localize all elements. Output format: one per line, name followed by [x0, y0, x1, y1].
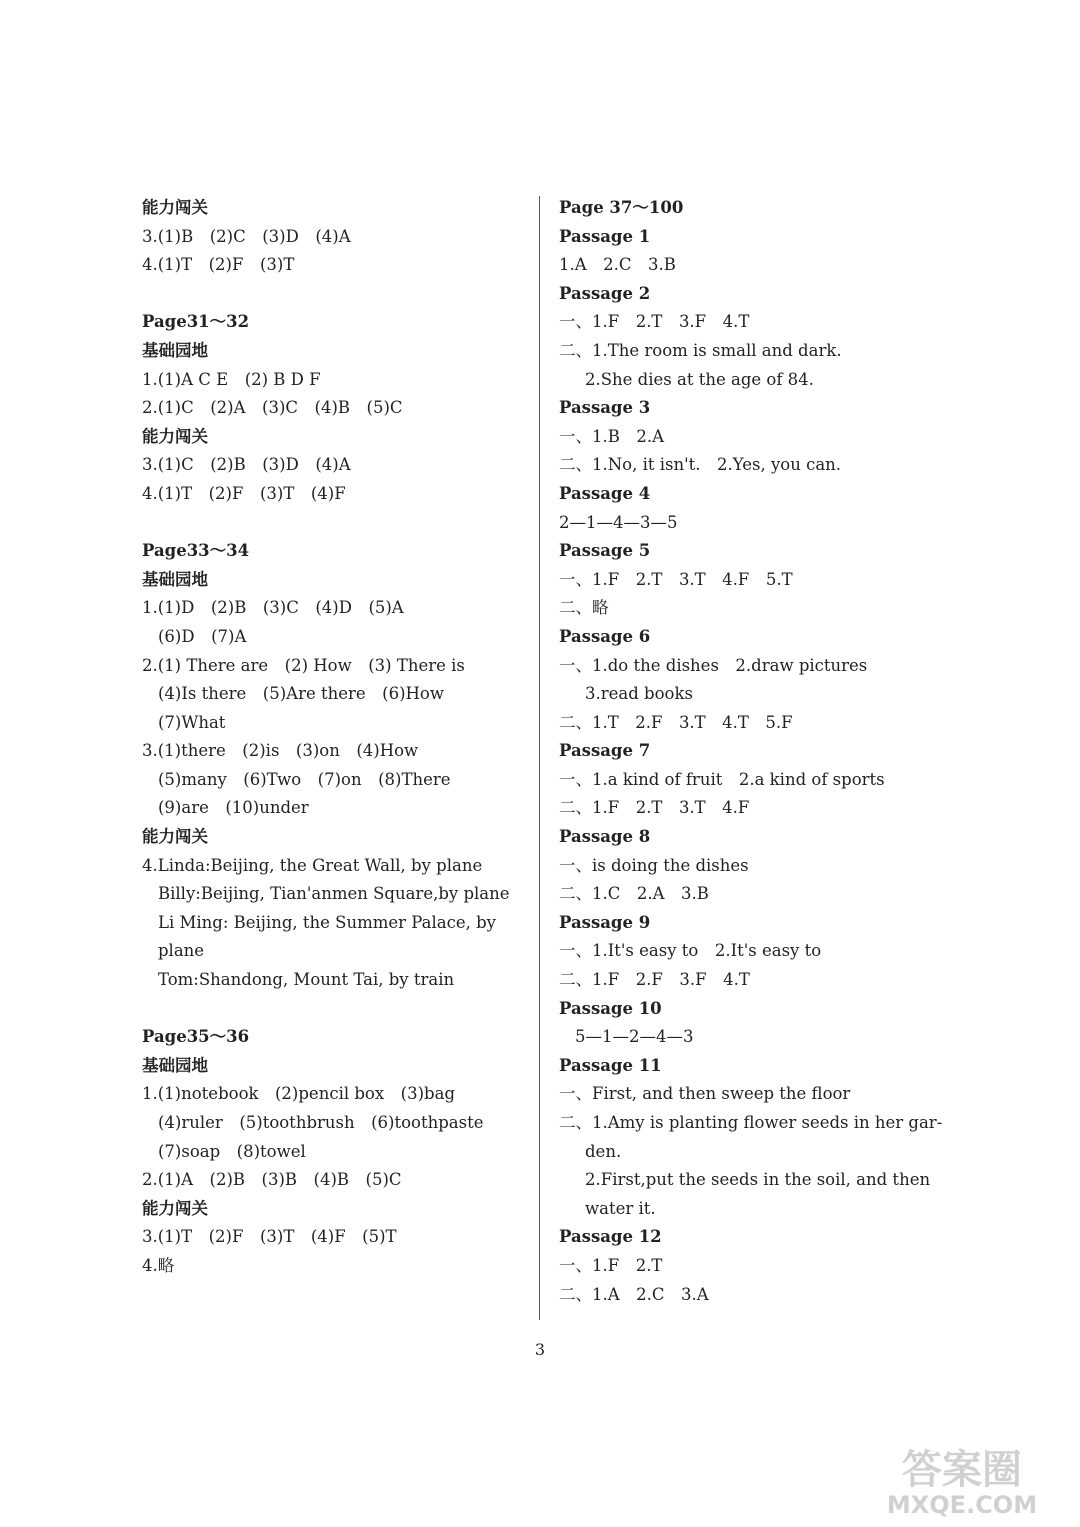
answer-line: 二、1.F 2.F 3.F 4.T [559, 970, 750, 990]
answer-line: 二、1.No, it isn't. 2.Yes, you can. [559, 455, 842, 475]
answer-line: 二、1.C 2.A 3.B [559, 884, 709, 904]
section-heading: Passage 10 [559, 998, 662, 1018]
answer-line: 5—1—2—4—3 [575, 1027, 694, 1047]
section-heading: Passage 8 [559, 827, 651, 847]
subsection-heading: 基础园地 [142, 1055, 208, 1075]
answer-line: Tom:Shandong, Mount Tai, by train [158, 970, 455, 990]
section-heading: Passage 5 [559, 541, 651, 561]
answer-line: water it. [585, 1198, 656, 1218]
answer-line: 一、1.F 2.T 3.T 4.F 5.T [559, 569, 793, 589]
section-heading: Page31～32 [142, 312, 250, 332]
answer-line: 1.A 2.C 3.B [559, 255, 676, 275]
section-heading: Passage 4 [559, 483, 651, 503]
answer-line: 一、1.B 2.A [559, 426, 665, 446]
answer-line: 4.Linda:Beijing, the Great Wall, by plane [142, 855, 483, 875]
section-heading: Passage 6 [559, 626, 651, 646]
answer-line: 2—1—4—3—5 [559, 512, 678, 532]
section-heading: Passage 12 [559, 1227, 662, 1247]
answer-line: 2.She dies at the age of 84. [585, 369, 814, 389]
answer-line: 3.(1)B (2)C (3)D (4)A [142, 226, 351, 246]
subsection-heading: 能力闯关 [142, 827, 208, 847]
answer-line: 二、1.A 2.C 3.A [559, 1284, 709, 1304]
answer-line: (4)Is there (5)Are there (6)How [158, 684, 444, 704]
section-heading: Passage 7 [559, 741, 651, 761]
section-heading: Page 37～100 [559, 198, 684, 217]
answer-line: (7)soap (8)towel [158, 1141, 306, 1161]
answer-line: 1.(1)A C E (2) B D F [142, 369, 321, 389]
subsection-heading: 能力闯关 [142, 1198, 208, 1218]
watermark-top-text: 答案圈 [902, 1447, 1022, 1493]
answer-line: 3.(1)C (2)B (3)D (4)A [142, 455, 351, 475]
answer-line: 3.read books [585, 684, 693, 704]
spacer [142, 509, 527, 538]
answer-line: 1.(1)D (2)B (3)C (4)D (5)A [142, 598, 404, 618]
answer-line: 4.(1)T (2)F (3)T [142, 255, 295, 275]
answer-line: 一、1.a kind of fruit 2.a kind of sports [559, 769, 885, 789]
section-heading: Passage 1 [559, 226, 651, 246]
section-heading: Passage 9 [559, 912, 651, 932]
answer-line: plane [158, 941, 205, 961]
answer-line: den. [585, 1141, 622, 1161]
section-heading: Passage 3 [559, 398, 651, 418]
answer-line: 2.(1)A (2)B (3)B (4)B (5)C [142, 1170, 402, 1190]
answer-line: 一、1.It's easy to 2.It's easy to [559, 941, 822, 961]
answer-line: 一、is doing the dishes [559, 855, 749, 875]
answer-line: 4.略 [142, 1255, 175, 1275]
subsection-heading: 基础园地 [142, 340, 208, 360]
section-heading: Passage 11 [559, 1055, 662, 1075]
right-answer-column [559, 194, 959, 1309]
section-heading: Page33～34 [142, 541, 250, 561]
subsection-heading: 能力闯关 [142, 198, 208, 217]
answer-line: 二、1.The room is small and dark. [559, 340, 842, 360]
column-divider [539, 196, 540, 1320]
answer-line: 3.(1)T (2)F (3)T (4)F (5)T [142, 1227, 397, 1247]
answer-line: (6)D (7)A [158, 626, 247, 646]
answer-line: Li Ming: Beijing, the Summer Palace, by [158, 912, 496, 932]
answer-line: 2.(1) There are (2) How (3) There is [142, 655, 465, 675]
answer-line: 2.(1)C (2)A (3)C (4)B (5)C [142, 398, 403, 418]
answer-line: Billy:Beijing, Tian'anmen Square,by plane [158, 884, 510, 904]
spacer [142, 995, 527, 1024]
answer-line: 一、1.F 2.T 3.F 4.T [559, 312, 750, 332]
answer-line: 二、1.Amy is planting flower seeds in her gar- [559, 1113, 943, 1132]
answer-line: (5)many (6)Two (7)on (8)There [158, 769, 451, 789]
answer-line: 一、First, and then sweep the floor [559, 1084, 851, 1104]
subsection-heading: 能力闯关 [142, 426, 208, 446]
subsection-heading: 基础园地 [142, 569, 208, 589]
left-answer-column [142, 194, 527, 1281]
answer-line: (9)are (10)under [158, 798, 309, 818]
answer-line: 3.(1)there (2)is (3)on (4)How [142, 741, 419, 761]
answer-line: 一、1.F 2.T [559, 1255, 663, 1275]
watermark-bottom-text: MXQE.COM [886, 1491, 1038, 1519]
answer-line: 4.(1)T (2)F (3)T (4)F [142, 483, 346, 503]
answer-line: 1.(1)notebook (2)pencil box (3)bag [142, 1084, 456, 1104]
section-heading: Passage 2 [559, 283, 651, 303]
answer-line: (7)What [158, 712, 226, 732]
answer-line: 2.First,put the seeds in the soil, and then [585, 1170, 931, 1190]
answer-line: (4)ruler (5)toothbrush (6)toothpaste [158, 1113, 484, 1132]
answer-line: 二、1.F 2.T 3.T 4.F [559, 798, 750, 818]
answer-line: 二、略 [559, 598, 609, 618]
answer-line: 二、1.T 2.F 3.T 4.T 5.F [559, 712, 793, 732]
section-heading: Page35～36 [142, 1027, 250, 1047]
answer-line: 一、1.do the dishes 2.draw pictures [559, 655, 868, 675]
spacer [142, 280, 527, 309]
page-number: 3 [534, 1340, 546, 1359]
watermark-logo [862, 1439, 1062, 1521]
